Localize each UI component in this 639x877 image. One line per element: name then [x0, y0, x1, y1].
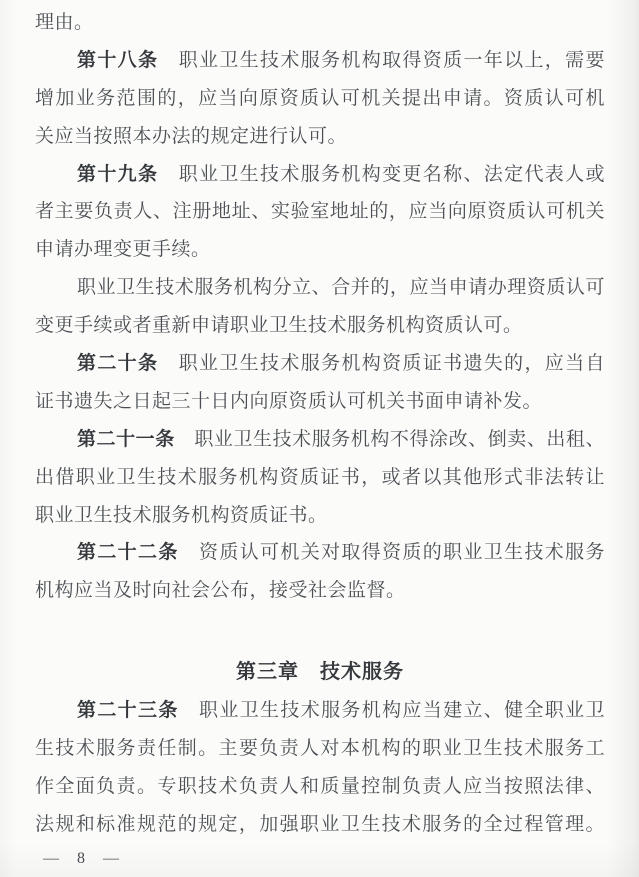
article-line: 第二十条 职业卫生技术服务机构资质证书遗失的，应当自: [77, 353, 605, 375]
text-line: 理由。: [35, 12, 94, 33]
article-line: 第二十二条 资质认可机关对取得资质的职业卫生技术服务: [77, 542, 605, 564]
article-line: 第二十一条 职业卫生技术服务机构不得涂改、倒卖、出租、: [77, 428, 605, 450]
article-number: 第二十二条: [77, 542, 179, 564]
article-line: 第十九条 职业卫生技术服务机构变更名称、法定代表人或: [77, 163, 605, 185]
text-line: 作全面负责。专职技术负责人和质量控制负责人应当按照法律、: [35, 775, 605, 797]
text-line: 机构应当及时向社会公布，接受社会监督。: [35, 580, 406, 602]
chapter-heading: 第三章 技术服务: [236, 661, 404, 684]
article-line: 第十八条 职业卫生技术服务机构取得资质一年以上，需要: [77, 49, 605, 71]
text-line: 职业卫生技术服务机构资质证书。: [35, 504, 328, 526]
text-line: 生技术服务责任制。主要负责人对本机构的职业卫生技术服务工: [35, 738, 605, 760]
article-number: 第二十三条: [77, 700, 179, 722]
article-number: 第十九条: [77, 163, 159, 185]
text-line: 出借职业卫生技术服务机构资质证书，或者以其他形式非法转让: [35, 466, 605, 488]
text-line: 关应当按照本办法的规定进行认可。: [35, 125, 348, 147]
text-line: 法规和标准规范的规定，加强职业卫生技术服务的全过程管理。: [35, 813, 605, 835]
text-line: 申请办理变更手续。: [35, 239, 211, 261]
text-line: 增加业务范围的，应当向原资质认可机关提出申请。资质认可机: [35, 87, 605, 109]
article-number: 第二十条: [77, 353, 159, 375]
document-lines: [35, 4, 605, 844]
text-line: 职业卫生技术服务机构分立、合并的，应当申请办理资质认可: [77, 277, 605, 299]
article-number: 第二十一条: [77, 428, 175, 450]
text-line: 变更手续或者重新申请职业卫生技术服务机构资质认可。: [35, 315, 523, 337]
text-line: 证书遗失之日起三十日内向原资质认可机关书面申请补发。: [35, 390, 543, 412]
text-line: 者主要负责人、注册地址、实验室地址的，应当向原资质认可机关: [35, 201, 605, 223]
article-line: 第二十三条 职业卫生技术服务机构应当建立、健全职业卫: [77, 700, 605, 722]
article-number: 第十八条: [77, 49, 159, 71]
page-number: — 8 —: [43, 849, 126, 867]
document-content: [35, 4, 605, 872]
